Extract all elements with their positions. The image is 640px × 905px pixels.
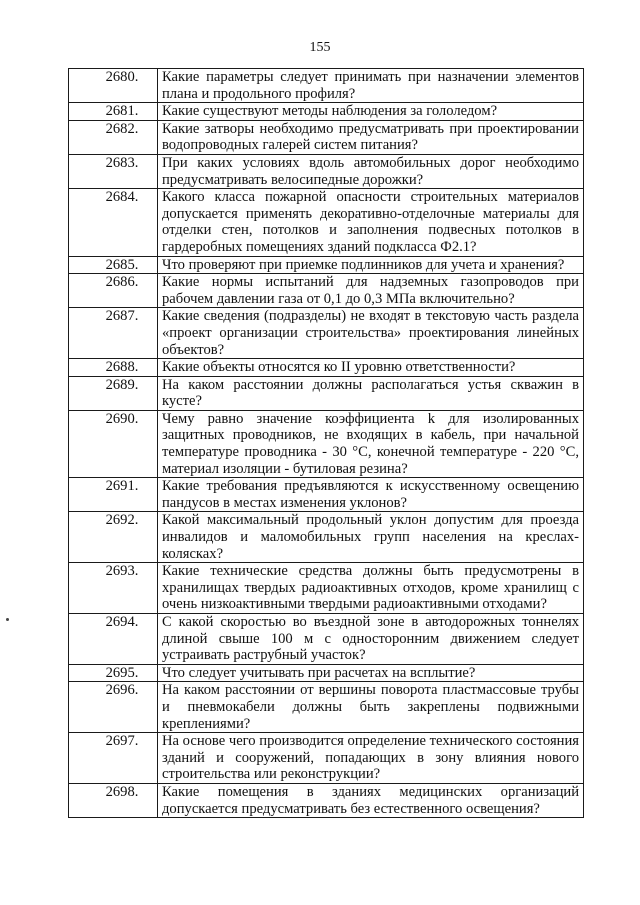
question-number: 2693.	[69, 563, 158, 614]
question-text: Какие помещения в зданиях медицинских организаций допускается предусматривать без естественного освещения?	[158, 783, 584, 817]
table-row	[69, 359, 584, 377]
question-text: Что проверяют при приемке подлинников для учета и хранения?	[158, 256, 584, 274]
question-text: Какие требования предъявляются к искусственному освещению пандусов в местах изменения уклонов?	[158, 478, 584, 512]
question-number: 2690.	[69, 410, 158, 477]
question-number: 2691.	[69, 478, 158, 512]
margin-mark	[6, 618, 9, 621]
table-row	[69, 563, 584, 614]
table-row	[69, 733, 584, 784]
question-text: На основе чего производится определение технического состояния зданий и сооружений, попадающих в зону влияния нового строительства или реконструкции?	[158, 733, 584, 784]
question-text: С какой скоростью во въездной зоне в автодорожных тоннелях длиной свыше 100 м с односторонним движением следует устраивать раструбный участок?	[158, 614, 584, 665]
table-row	[69, 614, 584, 665]
question-number: 2681.	[69, 103, 158, 121]
table-row	[69, 274, 584, 308]
question-table	[68, 68, 584, 818]
question-text: Какие нормы испытаний для надземных газопроводов при рабочем давлении газа от 0,1 до 0,3 МПа включительно?	[158, 274, 584, 308]
table-row	[69, 664, 584, 682]
question-number: 2696.	[69, 682, 158, 733]
table-row	[69, 308, 584, 359]
question-text: Что следует учитывать при расчетах на всплытие?	[158, 664, 584, 682]
question-text: На каком расстоянии от вершины поворота пластмассовые трубы и пневмокабели должны быть закреплены подвижными креплениями?	[158, 682, 584, 733]
question-text: Какой максимальный продольный уклон допустим для проезда инвалидов и маломобильных групп населения на креслах-колясках?	[158, 512, 584, 563]
question-number: 2695.	[69, 664, 158, 682]
question-text: Чему равно значение коэффициента k для изолированных защитных проводников, не входящих в кабель, при начальной температуре проводника - 30 °С, конечной температуре - 220 °С, материал изоляции - бутиловая резина?	[158, 410, 584, 477]
question-text: Какие технические средства должны быть предусмотрены в хранилищах твердых радиоактивных отходов, кроме хранилищ с очень низкоактивными твердыми радиоактивными отходами?	[158, 563, 584, 614]
question-text: Какие параметры следует принимать при назначении элементов плана и продольного профиля?	[158, 69, 584, 103]
page-number: 155	[309, 40, 331, 55]
question-text: Какие существуют методы наблюдения за гололедом?	[158, 103, 584, 121]
table-row	[69, 376, 584, 410]
table-row	[69, 410, 584, 477]
question-number: 2692.	[69, 512, 158, 563]
question-number: 2682.	[69, 120, 158, 154]
question-text: На каком расстоянии должны располагаться устья скважин в кусте?	[158, 376, 584, 410]
question-number: 2686.	[69, 274, 158, 308]
table-row	[69, 103, 584, 121]
table-row	[69, 69, 584, 103]
question-number: 2685.	[69, 256, 158, 274]
question-number: 2684.	[69, 189, 158, 256]
question-number: 2680.	[69, 69, 158, 103]
question-text: Какие сведения (подразделы) не входят в текстовую часть раздела «проект организации строительства» проектирования линейных объектов?	[158, 308, 584, 359]
question-text: Какие затворы необходимо предусматривать при проектировании водопроводных галерей систем питания?	[158, 120, 584, 154]
table-row	[69, 478, 584, 512]
table-row	[69, 682, 584, 733]
question-text: Какого класса пожарной опасности строительных материалов допускается применять декоративно-отделочные материалы для отделки стен, потолков и заполнения подвесных потолков в гардеробных помещениях зданий подкласса Ф2.1?	[158, 189, 584, 256]
table-row	[69, 512, 584, 563]
table-row	[69, 783, 584, 817]
table-row	[69, 189, 584, 256]
question-rows	[69, 69, 584, 818]
question-text: Какие объекты относятся ко II уровню ответственности?	[158, 359, 584, 377]
question-number: 2683.	[69, 154, 158, 188]
table-row	[69, 120, 584, 154]
question-number: 2694.	[69, 614, 158, 665]
table-row	[69, 154, 584, 188]
table-row	[69, 256, 584, 274]
question-text: При каких условиях вдоль автомобильных дорог необходимо предусматривать велосипедные дорожки?	[158, 154, 584, 188]
question-number: 2698.	[69, 783, 158, 817]
question-number: 2687.	[69, 308, 158, 359]
question-number: 2688.	[69, 359, 158, 377]
question-number: 2689.	[69, 376, 158, 410]
question-number: 2697.	[69, 733, 158, 784]
